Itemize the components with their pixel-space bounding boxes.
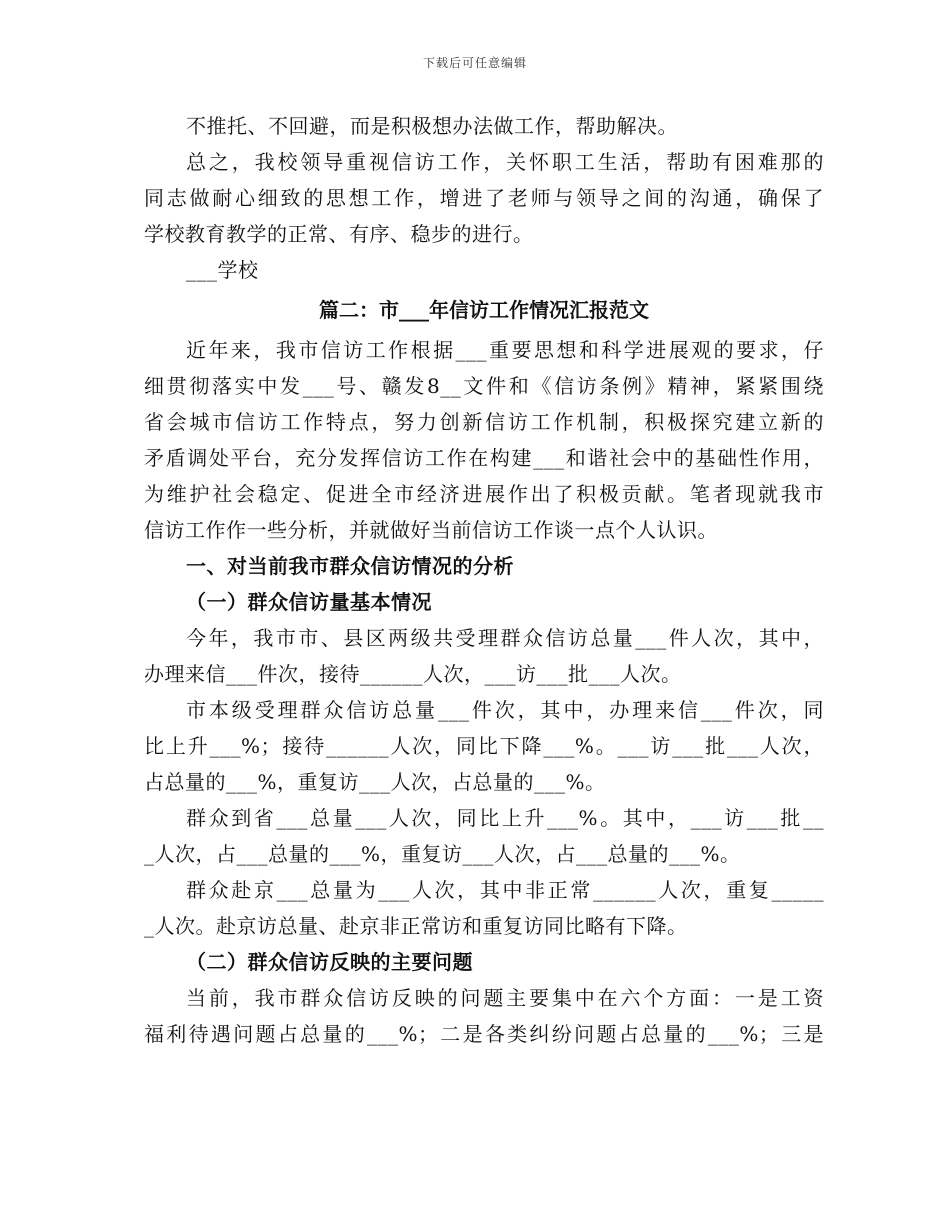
- text-line: 当前，我市群众信访反映的问题主要集中在六个方面：一是工资: [186, 986, 824, 1010]
- text-line: 为维护社会稳定、促进全市经济进展作出了积极贡献。笔者现就我市: [144, 482, 824, 506]
- text-line: _人次。赴京访总量、赴京非正常访和重复访同比略有下降。: [144, 914, 688, 938]
- text-line: 群众赴京___总量为___人次，其中非正常______人次，重复_____: [186, 878, 824, 902]
- text-line: 学校教育教学的正常、有序、稳步的进行。: [144, 222, 534, 246]
- text-line: ___学校: [186, 258, 259, 282]
- text-line: 群众到省___总量___人次，同比上升___%。其中，___访___批__: [186, 806, 824, 830]
- text-line: 矛盾调处平台，充分发挥信访工作在构建___和谐社会中的基础性作用，: [144, 446, 824, 470]
- text-line: 办理来信___件次，接待______人次，___访___批___人次。: [144, 662, 682, 686]
- text-line: 今年，我市市、县区两级共受理群众信访总量___件人次，其中，: [186, 626, 824, 650]
- text-line: 不推托、不回避，而是积极想办法做工作，帮助解决。: [186, 114, 678, 138]
- text-line: 比上升___%；接待______人次，同比下降___%。___访___批___人次，: [144, 734, 824, 758]
- text-line: 信访工作作一些分析，并就做好当前信访工作谈一点个人认识。: [144, 518, 718, 542]
- text-line: 近年来，我市信访工作根据___重要思想和科学进展观的要求，仔: [186, 338, 824, 362]
- text-line: （二）群众信访反映的主要问题: [186, 950, 473, 974]
- page-header: 下载后可任意编辑: [422, 56, 527, 70]
- text-line: 一、对当前我市群众信访情况的分析: [186, 554, 514, 578]
- text-line: 省会城市信访工作特点，努力创新信访工作机制，积极探究建立新的: [144, 410, 824, 434]
- text-line: 总之，我校领导重视信访工作，关怀职工生活，帮助有困难那的: [186, 150, 824, 174]
- text-line: _人次，占___总量的___%，重复访___人次，占___总量的___%。: [144, 842, 741, 866]
- text-line: 细贯彻落实中发___号、赣发8__文件和《信访条例》精神，紧紧围绕: [144, 374, 824, 398]
- text-line: 占总量的___%，重复访___人次，占总量的___%。: [144, 770, 606, 794]
- text-line: 同志做耐心细致的思想工作，增进了老师与领导之间的沟通，确保了: [144, 186, 824, 210]
- text-line: （一）群众信访量基本情况: [186, 590, 432, 614]
- text-line: 市本级受理群众信访总量___件次，其中，办理来信___件次，同: [186, 698, 824, 722]
- document-body: [144, 108, 824, 1052]
- section-title: 篇二：市___年信访工作情况汇报范文: [319, 298, 649, 322]
- text-line: 福利待遇问题占总量的___%；二是各类纠纷问题占总量的___%；三是: [144, 1022, 824, 1046]
